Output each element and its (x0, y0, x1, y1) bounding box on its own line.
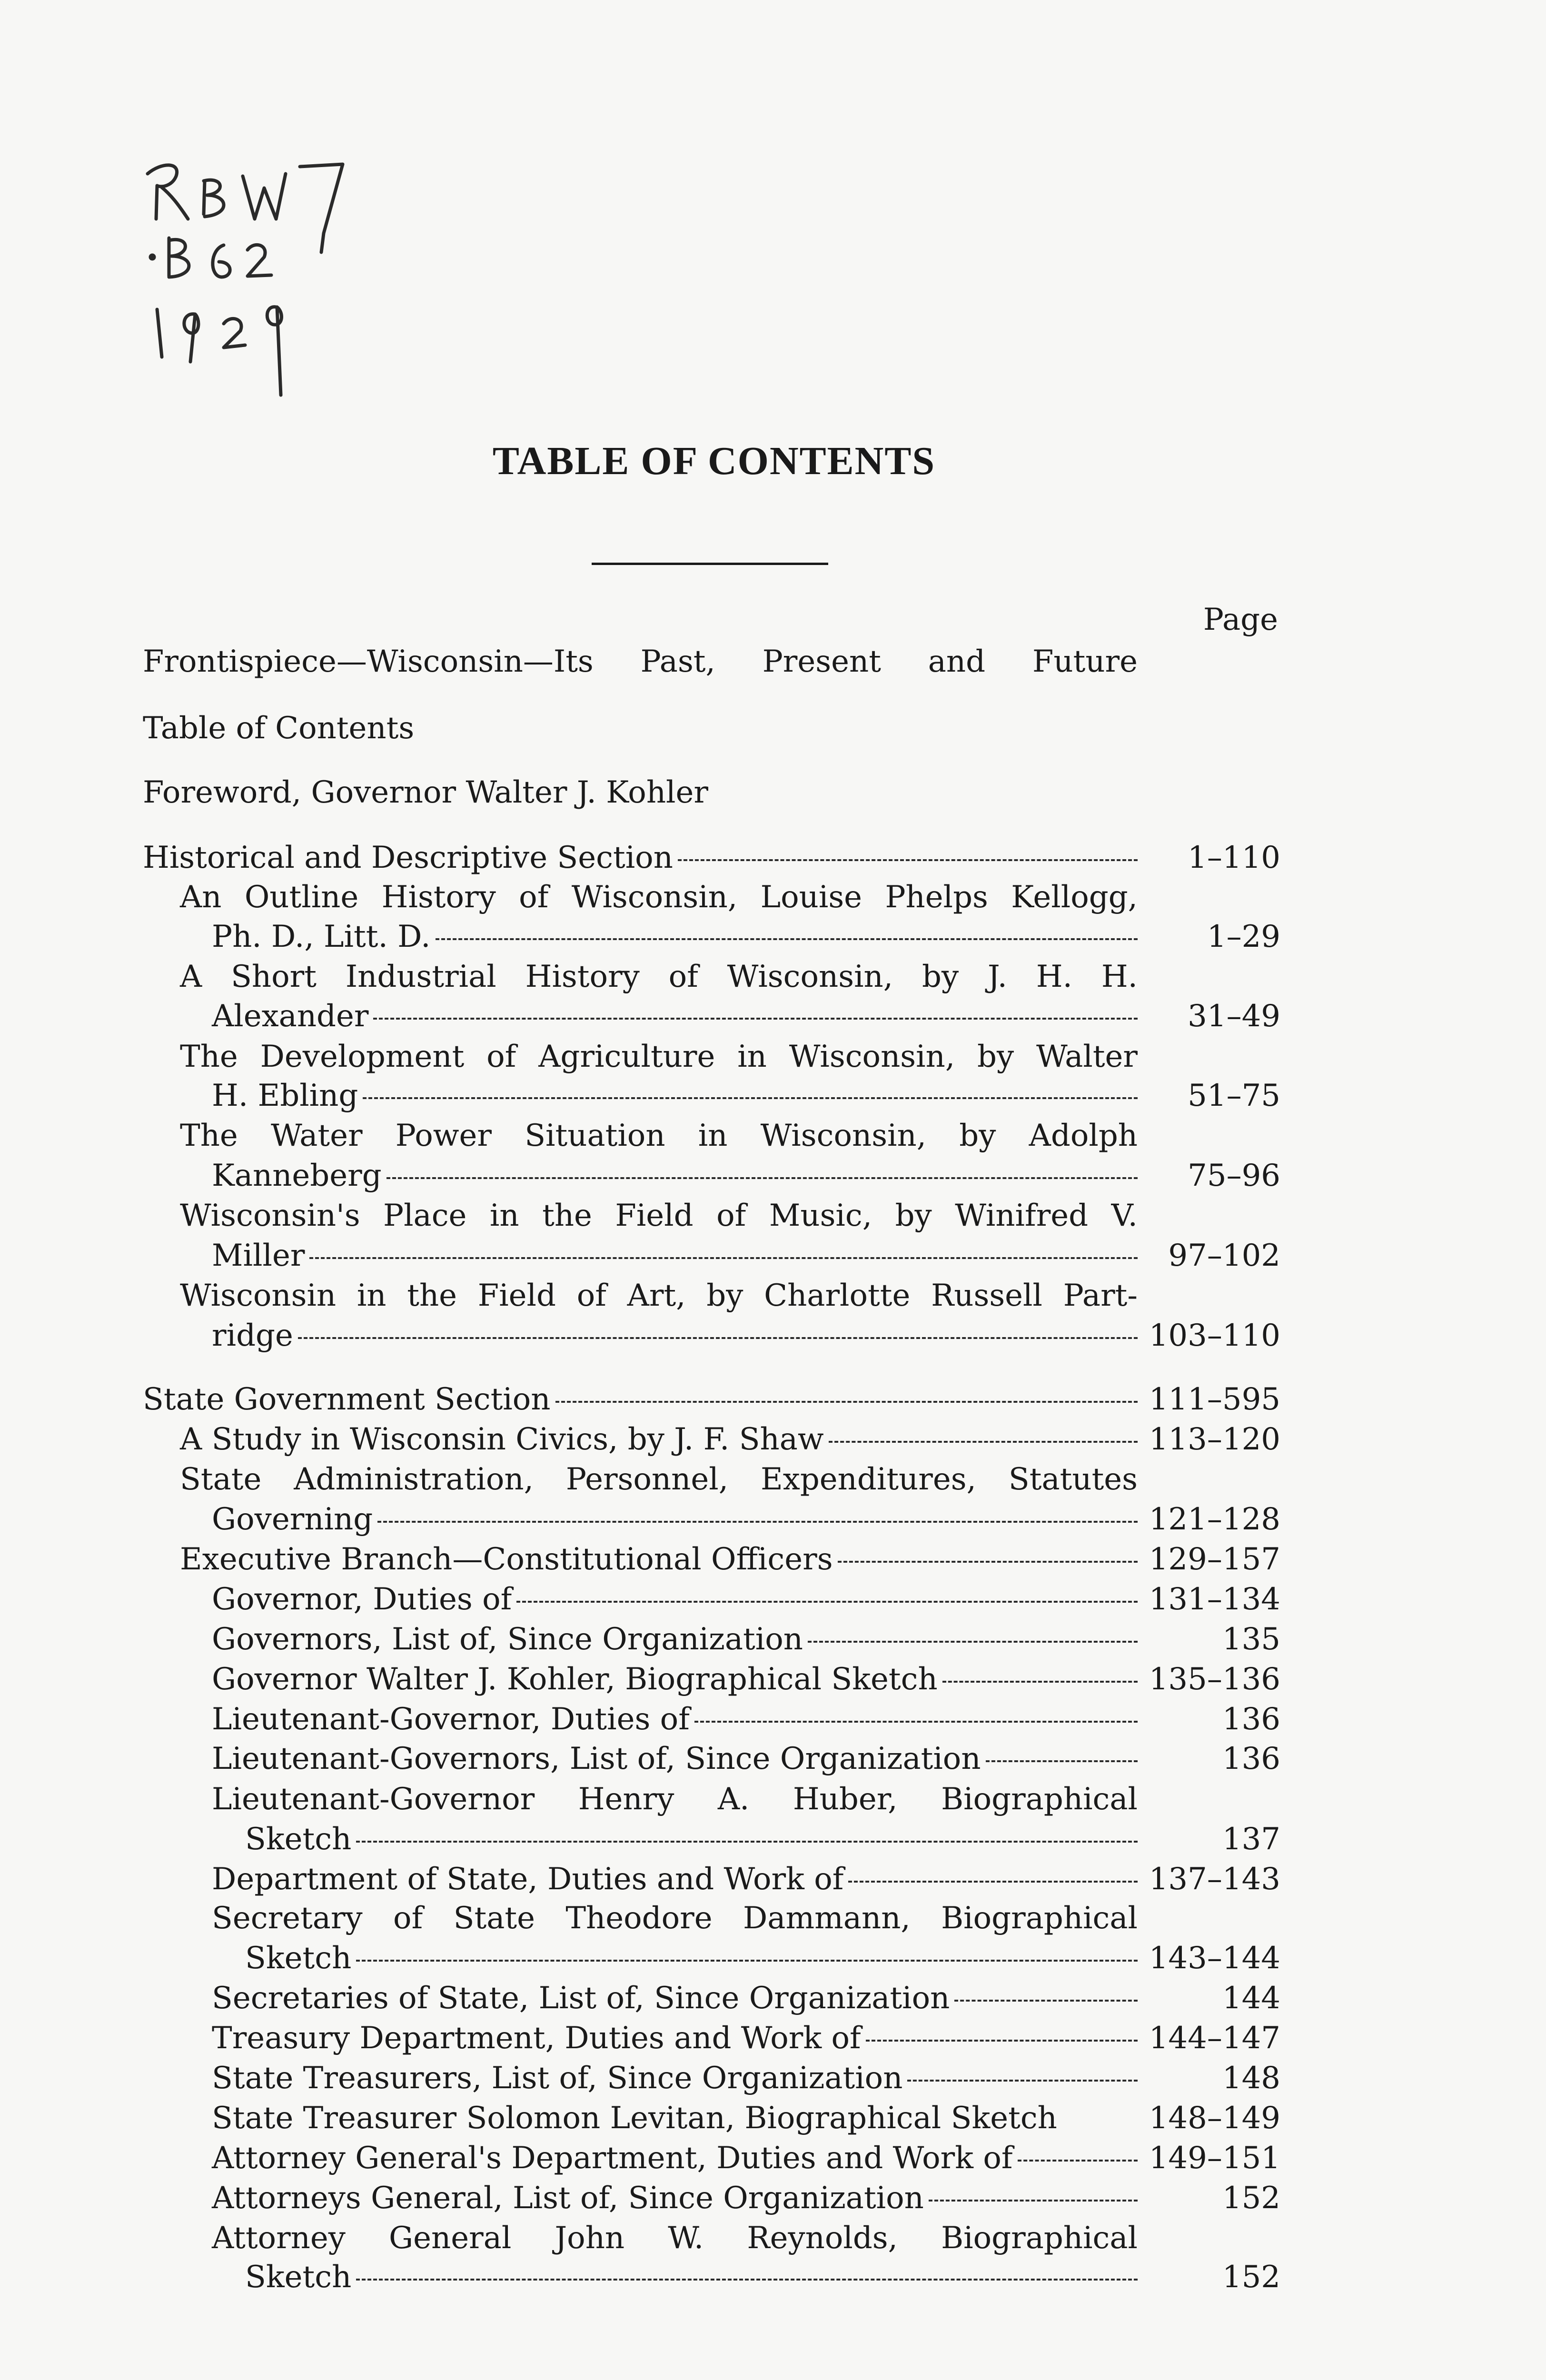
toc-entry-title: Wisconsin's Place in the Field of Music, by Winifred V. (180, 1198, 1138, 1233)
dot-leader (1018, 2160, 1138, 2162)
toc-entry (212, 2139, 1280, 2177)
dot-leader (373, 1018, 1138, 1020)
toc-entry (180, 1277, 1138, 1315)
toc-entry-title: Lieutenant-Governor Henry A. Huber, Biographical (212, 1782, 1138, 1817)
toc-entry-page: 31–49 (1188, 999, 1280, 1034)
dot-leader (356, 1960, 1138, 1962)
toc-entry (212, 2179, 1280, 2217)
toc-entry-title: Executive Branch—Constitutional Officers (180, 1542, 833, 1577)
dot-leader (386, 1177, 1138, 1179)
toc-entry (212, 2219, 1138, 2257)
toc-entry-title: Sketch (245, 1822, 352, 1857)
toc-entry (212, 1237, 1280, 1275)
toc-entry-page: 131–134 (1149, 1582, 1280, 1617)
toc-entry-title: Governor Walter J. Kohler, Biographical Sketch (212, 1662, 938, 1697)
toc-entry-page: 75–96 (1188, 1158, 1280, 1193)
toc-entry (212, 2019, 1280, 2057)
toc-entry-title: Lieutenant-Governor, Duties of (212, 1702, 690, 1737)
toc-entry (143, 774, 1138, 812)
toc-entry-title: A Study in Wisconsin Civics, by J. F. Shaw (180, 1422, 824, 1457)
toc-entry-title: Alexander (212, 999, 369, 1034)
toc-entry (180, 1038, 1138, 1076)
toc-entry (212, 1740, 1280, 1778)
toc-entry (212, 918, 1280, 956)
toc-entry-title: Attorneys General, List of, Since Organization (212, 2181, 924, 2216)
toc-entry-page: 136 (1222, 1702, 1280, 1737)
toc-entry-page: 51–75 (1188, 1078, 1280, 1113)
dot-leader (377, 1521, 1138, 1523)
toc-entry-page: 121–128 (1149, 1502, 1280, 1537)
dot-leader (986, 1760, 1138, 1762)
toc-entry-page: 136 (1222, 1741, 1280, 1776)
toc-entry-page: 152 (1222, 2260, 1280, 2295)
toc-entry-title: Ph. D., Litt. D. (212, 919, 431, 954)
toc-entry-title: Sketch (245, 2260, 352, 2295)
toc-entry-title: The Water Power Situation in Wisconsin, by Adolph (180, 1118, 1138, 1153)
toc-entry-title: Attorney General's Department, Duties and Work of (212, 2141, 1013, 2176)
dot-leader (555, 1401, 1138, 1403)
dot-leader (907, 2080, 1138, 2082)
dot-leader (516, 1601, 1138, 1603)
toc-entry-page: 129–157 (1149, 1542, 1280, 1577)
toc-entry-page: 137–143 (1149, 1862, 1280, 1897)
toc-entry-title: Department of State, Duties and Work of (212, 1862, 844, 1897)
toc-entry-page: 149–151 (1149, 2141, 1280, 2176)
toc-entry-title: Historical and Descriptive Section (143, 840, 673, 875)
toc-entry (180, 1540, 1280, 1578)
toc-entry (180, 878, 1138, 916)
toc-entry-title: Sketch (245, 1941, 352, 1976)
dot-leader (866, 2040, 1138, 2042)
dot-leader (829, 1441, 1138, 1443)
toc-entry-title: Treasury Department, Duties and Work of (212, 2021, 861, 2056)
toc-entry (212, 1077, 1280, 1115)
toc-entry (245, 1820, 1280, 1858)
toc-entry (212, 2099, 1280, 2137)
toc-entry (212, 1500, 1280, 1538)
dot-leader (942, 1681, 1138, 1683)
toc-entry (180, 1420, 1280, 1458)
toc-entry-title: H. Ebling (212, 1078, 358, 1113)
toc-entry-title: Secretaries of State, List of, Since Organization (212, 1981, 950, 2016)
dot-leader (954, 2000, 1138, 2002)
toc-entry-title: Frontispiece—Wisconsin—Its Past, Present and Future (143, 644, 1138, 679)
dot-leader (436, 938, 1138, 940)
toc-entry-page: 148 (1222, 2061, 1280, 2096)
dot-leader (694, 1721, 1138, 1723)
dot-leader (848, 1881, 1138, 1883)
toc-entry-title: Table of Contents (143, 711, 415, 746)
toc-entry-title: An Outline History of Wisconsin, Louise Phelps Kellogg, (180, 880, 1138, 915)
dot-leader (929, 2200, 1138, 2202)
toc-entry (212, 1899, 1138, 1937)
toc-entry-page: 152 (1222, 2181, 1280, 2216)
toc-entry (245, 2258, 1280, 2296)
toc-entry-title: Secretary of State Theodore Dammann, Biographical (212, 1901, 1138, 1936)
toc-entry (212, 1860, 1280, 1898)
toc-entry-title: ridge (212, 1318, 293, 1353)
toc-entry-title: Governing (212, 1502, 373, 1537)
toc-entry-title: Kanneberg (212, 1158, 382, 1193)
toc-entry-title: State Government Section (143, 1382, 551, 1417)
toc-entry (212, 1580, 1280, 1618)
toc-entry (180, 1197, 1138, 1235)
dot-leader (838, 1561, 1138, 1563)
toc-entry-title: Miller (212, 1238, 305, 1273)
toc-entry (212, 1660, 1280, 1698)
toc-entry (143, 1380, 1280, 1418)
toc-entry (212, 2059, 1280, 2097)
page-column-header: Page (1203, 602, 1278, 637)
toc-entry-page: 1–29 (1207, 919, 1280, 954)
toc-entry-title: State Treasurer Solomon Levitan, Biographical Sketch (212, 2101, 1057, 2136)
toc-entry-title: State Treasurers, List of, Since Organization (212, 2061, 903, 2096)
dot-leader (808, 1641, 1138, 1643)
toc-entry-title: Foreword, Governor Walter J. Kohler (143, 775, 708, 810)
page-title: TABLE OF CONTENTS (492, 439, 936, 483)
toc-entry-page: 148–149 (1149, 2101, 1280, 2136)
toc-entry-page: 143–144 (1149, 1941, 1280, 1976)
dot-leader (356, 1841, 1138, 1843)
toc-entry-page: 113–120 (1149, 1422, 1280, 1457)
dot-leader (356, 2279, 1138, 2281)
toc-entry-page: 103–110 (1149, 1318, 1280, 1353)
dot-leader (309, 1257, 1138, 1259)
toc-entry-page: 137 (1222, 1822, 1280, 1857)
toc-entry (143, 839, 1280, 877)
toc-entry-title: Governor, Duties of (212, 1582, 512, 1617)
toc-entry-page: 135 (1222, 1622, 1280, 1657)
dot-leader (298, 1337, 1138, 1339)
toc-entry-title: Lieutenant-Governors, List of, Since Organization (212, 1741, 981, 1776)
toc-entry (180, 1117, 1138, 1155)
toc-entry-title: Governors, List of, Since Organization (212, 1622, 803, 1657)
toc-entry (212, 997, 1280, 1035)
toc-entry-page: 144 (1222, 1981, 1280, 2016)
toc-entry (212, 1780, 1138, 1818)
toc-entry-title: Attorney General John W. Reynolds, Biographical (212, 2221, 1138, 2256)
toc-entry-title: A Short Industrial History of Wisconsin, by J. H. H. (180, 959, 1138, 994)
toc-entry (180, 1460, 1138, 1498)
toc-entry (212, 1979, 1280, 2017)
toc-entry-page: 135–136 (1149, 1662, 1280, 1697)
toc-entry-page: 144–147 (1149, 2021, 1280, 2056)
toc-entry (212, 1620, 1280, 1658)
toc-entry (212, 1700, 1280, 1738)
toc-entry-title: Wisconsin in the Field of Art, by Charlotte Russell Part- (180, 1278, 1138, 1313)
toc-entry (245, 1939, 1280, 1977)
toc-entry (143, 709, 1138, 747)
toc-entry-page: 111–595 (1149, 1382, 1280, 1417)
dot-leader (678, 859, 1138, 861)
toc-entry-title: The Development of Agriculture in Wisconsin, by Walter (180, 1039, 1138, 1074)
toc-entry (212, 1317, 1280, 1355)
toc-entry (143, 643, 1138, 681)
toc-entry-page: 97–102 (1168, 1238, 1280, 1273)
dot-leader (363, 1097, 1138, 1099)
toc-entry-page: 1–110 (1188, 840, 1280, 875)
toc-entry (212, 1157, 1280, 1195)
toc-entry (180, 958, 1138, 996)
toc-entry-title: State Administration, Personnel, Expenditures, Statutes (180, 1462, 1138, 1497)
